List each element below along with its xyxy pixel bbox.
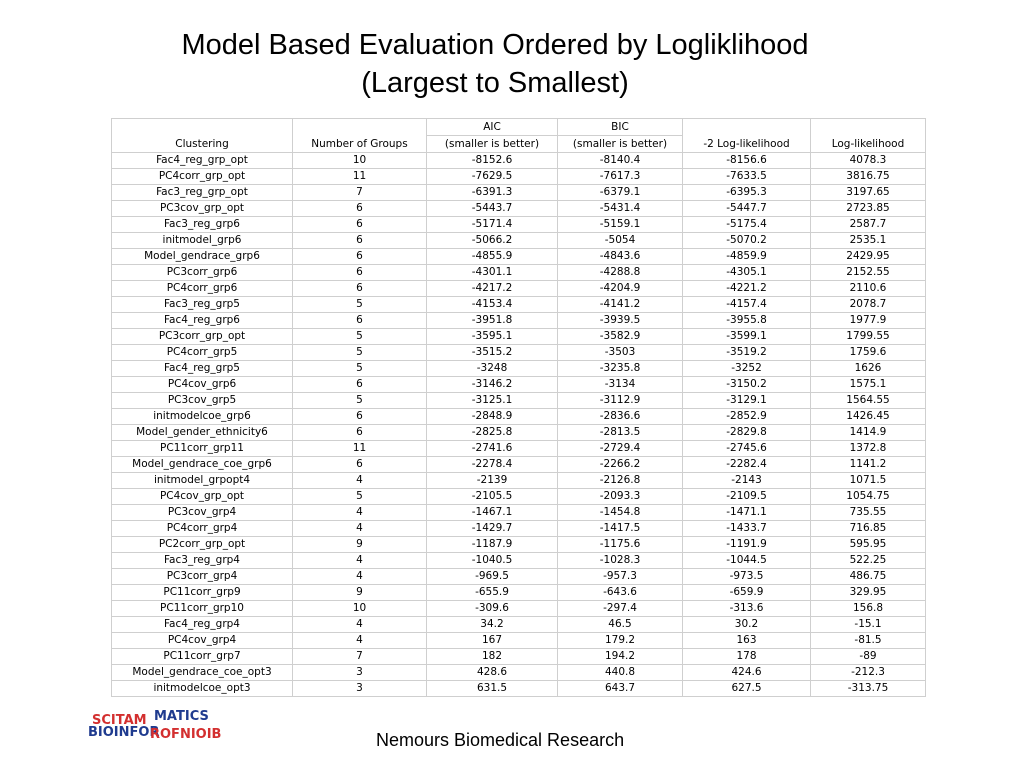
cell-clustering: Fac4_reg_grp6 [112, 313, 293, 329]
cell-ll: 329.95 [811, 585, 926, 601]
cell-bic: -4204.9 [558, 281, 683, 297]
table-row [112, 169, 926, 185]
header-bic-sub: (smaller is better) [558, 136, 683, 153]
cell-bic: -3582.9 [558, 329, 683, 345]
cell-neg2ll: 30.2 [683, 617, 811, 633]
cell-ll: 716.85 [811, 521, 926, 537]
cell-neg2ll: -1433.7 [683, 521, 811, 537]
cell-groups: 5 [293, 297, 427, 313]
cell-aic: 631.5 [427, 681, 558, 697]
table-row [112, 473, 926, 489]
cell-groups: 9 [293, 537, 427, 553]
cell-ll: 2535.1 [811, 233, 926, 249]
cell-aic: -3125.1 [427, 393, 558, 409]
cell-bic: 46.5 [558, 617, 683, 633]
cell-bic: -2093.3 [558, 489, 683, 505]
cell-clustering: PC11corr_grp10 [112, 601, 293, 617]
cell-groups: 4 [293, 617, 427, 633]
table-row [112, 377, 926, 393]
cell-ll: 3816.75 [811, 169, 926, 185]
table-row [112, 601, 926, 617]
cell-bic: 179.2 [558, 633, 683, 649]
cell-neg2ll: -3599.1 [683, 329, 811, 345]
cell-neg2ll: -4305.1 [683, 265, 811, 281]
cell-ll: 1799.55 [811, 329, 926, 345]
cell-clustering: PC3cov_grp5 [112, 393, 293, 409]
cell-bic: -1028.3 [558, 553, 683, 569]
cell-aic: -4217.2 [427, 281, 558, 297]
cell-ll: 1564.55 [811, 393, 926, 409]
cell-clustering: Fac4_reg_grp4 [112, 617, 293, 633]
cell-ll: 1759.6 [811, 345, 926, 361]
table-row [112, 585, 926, 601]
table-row [112, 329, 926, 345]
cell-ll: 1414.9 [811, 425, 926, 441]
cell-ll: 735.55 [811, 505, 926, 521]
cell-groups: 5 [293, 361, 427, 377]
cell-bic: -2836.6 [558, 409, 683, 425]
table-row [112, 537, 926, 553]
cell-neg2ll: -313.6 [683, 601, 811, 617]
table-row [112, 425, 926, 441]
cell-bic: -297.4 [558, 601, 683, 617]
cell-ll: 1626 [811, 361, 926, 377]
cell-groups: 3 [293, 681, 427, 697]
cell-bic: -643.6 [558, 585, 683, 601]
table-row [112, 185, 926, 201]
table-row [112, 393, 926, 409]
logo-text-bottom: BIOINFOR [88, 725, 160, 740]
cell-bic: 194.2 [558, 649, 683, 665]
table-row [112, 361, 926, 377]
cell-bic: -3112.9 [558, 393, 683, 409]
cell-bic: -2126.8 [558, 473, 683, 489]
cell-groups: 6 [293, 281, 427, 297]
cell-clustering: Fac4_reg_grp5 [112, 361, 293, 377]
table-row [112, 521, 926, 537]
cell-groups: 6 [293, 425, 427, 441]
cell-bic: -5431.4 [558, 201, 683, 217]
cell-aic: -6391.3 [427, 185, 558, 201]
table-row [112, 633, 926, 649]
cell-ll: -313.75 [811, 681, 926, 697]
cell-neg2ll: -3252 [683, 361, 811, 377]
footer-text: Nemours Biomedical Research [376, 730, 625, 750]
cell-neg2ll: -5070.2 [683, 233, 811, 249]
cell-bic: -1175.6 [558, 537, 683, 553]
cell-neg2ll: -4859.9 [683, 249, 811, 265]
cell-aic: -1467.1 [427, 505, 558, 521]
cell-groups: 6 [293, 217, 427, 233]
cell-neg2ll: -4157.4 [683, 297, 811, 313]
cell-neg2ll: -1471.1 [683, 505, 811, 521]
cell-aic: -2848.9 [427, 409, 558, 425]
table-row [112, 569, 926, 585]
cell-neg2ll: 178 [683, 649, 811, 665]
cell-ll: 156.8 [811, 601, 926, 617]
table-row [112, 649, 926, 665]
cell-clustering: Model_gendrace_grp6 [112, 249, 293, 265]
cell-neg2ll: 424.6 [683, 665, 811, 681]
bioinformatics-logo [84, 700, 224, 742]
cell-neg2ll: -3955.8 [683, 313, 811, 329]
table-row [112, 233, 926, 249]
cell-bic: -957.3 [558, 569, 683, 585]
cell-clustering: PC4cov_grp4 [112, 633, 293, 649]
cell-bic: -3235.8 [558, 361, 683, 377]
cell-neg2ll: -5175.4 [683, 217, 811, 233]
cell-bic: -2813.5 [558, 425, 683, 441]
table-row [112, 313, 926, 329]
cell-aic: -3951.8 [427, 313, 558, 329]
cell-ll: 1141.2 [811, 457, 926, 473]
cell-aic: -4855.9 [427, 249, 558, 265]
cell-bic: -8140.4 [558, 153, 683, 169]
cell-groups: 4 [293, 633, 427, 649]
cell-groups: 5 [293, 329, 427, 345]
cell-neg2ll: -2745.6 [683, 441, 811, 457]
cell-clustering: Model_gender_ethnicity6 [112, 425, 293, 441]
logo-text-mirror-left: SCITAM [92, 713, 147, 728]
cell-clustering: PC3cov_grp4 [112, 505, 293, 521]
cell-ll: 595.95 [811, 537, 926, 553]
cell-clustering: PC11corr_grp9 [112, 585, 293, 601]
cell-groups: 5 [293, 345, 427, 361]
logo-text-top: MATICS [154, 709, 209, 724]
table-row [112, 297, 926, 313]
cell-aic: -969.5 [427, 569, 558, 585]
cell-clustering: PC3corr_grp4 [112, 569, 293, 585]
cell-groups: 7 [293, 185, 427, 201]
cell-groups: 5 [293, 393, 427, 409]
cell-groups: 5 [293, 489, 427, 505]
cell-groups: 4 [293, 569, 427, 585]
cell-clustering: PC3cov_grp_opt [112, 201, 293, 217]
cell-ll: 1372.8 [811, 441, 926, 457]
cell-neg2ll: -2852.9 [683, 409, 811, 425]
header-neg2ll: -2 Log-likelihood [683, 119, 811, 153]
table-row [112, 665, 926, 681]
cell-clustering: Fac4_reg_grp_opt [112, 153, 293, 169]
cell-neg2ll: -3129.1 [683, 393, 811, 409]
cell-bic: -6379.1 [558, 185, 683, 201]
cell-ll: 486.75 [811, 569, 926, 585]
cell-neg2ll: -2829.8 [683, 425, 811, 441]
cell-bic: -3134 [558, 377, 683, 393]
logo-text-mirror-right: ROFNIOIB [150, 727, 222, 742]
table-row [112, 505, 926, 521]
cell-aic: -1040.5 [427, 553, 558, 569]
cell-clustering: Fac3_reg_grp6 [112, 217, 293, 233]
cell-groups: 4 [293, 505, 427, 521]
table-row [112, 489, 926, 505]
cell-groups: 4 [293, 473, 427, 489]
cell-neg2ll: -3150.2 [683, 377, 811, 393]
cell-neg2ll: -8156.6 [683, 153, 811, 169]
cell-bic: -2729.4 [558, 441, 683, 457]
cell-bic: -5159.1 [558, 217, 683, 233]
cell-bic: -2266.2 [558, 457, 683, 473]
cell-ll: 3197.65 [811, 185, 926, 201]
cell-ll: 1575.1 [811, 377, 926, 393]
cell-ll: 2078.7 [811, 297, 926, 313]
cell-ll: 522.25 [811, 553, 926, 569]
cell-clustering: Fac3_reg_grp4 [112, 553, 293, 569]
cell-aic: -4153.4 [427, 297, 558, 313]
cell-aic: -7629.5 [427, 169, 558, 185]
table-row [112, 217, 926, 233]
header-row-top [112, 119, 926, 136]
cell-clustering: PC3corr_grp_opt [112, 329, 293, 345]
cell-ll: 1426.45 [811, 409, 926, 425]
table-row [112, 441, 926, 457]
cell-aic: -2278.4 [427, 457, 558, 473]
cell-aic: -5443.7 [427, 201, 558, 217]
table-row [112, 281, 926, 297]
cell-aic: -1187.9 [427, 537, 558, 553]
cell-neg2ll: -1044.5 [683, 553, 811, 569]
cell-groups: 6 [293, 233, 427, 249]
table-row [112, 409, 926, 425]
cell-ll: 1977.9 [811, 313, 926, 329]
cell-groups: 4 [293, 521, 427, 537]
cell-neg2ll: -5447.7 [683, 201, 811, 217]
cell-ll: 1054.75 [811, 489, 926, 505]
cell-aic: -655.9 [427, 585, 558, 601]
cell-neg2ll: -2143 [683, 473, 811, 489]
cell-aic: -2139 [427, 473, 558, 489]
cell-bic: -4141.2 [558, 297, 683, 313]
cell-groups: 11 [293, 441, 427, 457]
title-line-2: (Largest to Smallest) [361, 67, 629, 99]
cell-clustering: PC4corr_grp6 [112, 281, 293, 297]
cell-clustering: initmodel_grpopt4 [112, 473, 293, 489]
slide-title [0, 26, 990, 102]
cell-groups: 4 [293, 553, 427, 569]
cell-ll: 1071.5 [811, 473, 926, 489]
cell-neg2ll: -1191.9 [683, 537, 811, 553]
cell-ll: 2587.7 [811, 217, 926, 233]
cell-groups: 11 [293, 169, 427, 185]
table-row [112, 617, 926, 633]
cell-bic: -5054 [558, 233, 683, 249]
cell-neg2ll: -2109.5 [683, 489, 811, 505]
cell-groups: 7 [293, 649, 427, 665]
cell-bic: -4843.6 [558, 249, 683, 265]
cell-groups: 6 [293, 249, 427, 265]
cell-clustering: initmodelcoe_opt3 [112, 681, 293, 697]
cell-ll: 2723.85 [811, 201, 926, 217]
cell-ll: 2152.55 [811, 265, 926, 281]
cell-bic: -7617.3 [558, 169, 683, 185]
table-row [112, 249, 926, 265]
cell-groups: 10 [293, 601, 427, 617]
cell-aic: -309.6 [427, 601, 558, 617]
table-row [112, 345, 926, 361]
cell-clustering: Model_gendrace_coe_opt3 [112, 665, 293, 681]
cell-bic: 643.7 [558, 681, 683, 697]
table-body [112, 153, 926, 697]
header-clustering: Clustering [112, 119, 293, 153]
cell-clustering: PC11corr_grp7 [112, 649, 293, 665]
cell-groups: 9 [293, 585, 427, 601]
cell-bic: -1454.8 [558, 505, 683, 521]
cell-aic: 182 [427, 649, 558, 665]
cell-clustering: Model_gendrace_coe_grp6 [112, 457, 293, 473]
cell-clustering: PC2corr_grp_opt [112, 537, 293, 553]
cell-groups: 6 [293, 201, 427, 217]
cell-aic: 167 [427, 633, 558, 649]
table-row [112, 457, 926, 473]
cell-aic: -3248 [427, 361, 558, 377]
cell-aic: 428.6 [427, 665, 558, 681]
table-row [112, 153, 926, 169]
cell-aic: -5066.2 [427, 233, 558, 249]
cell-neg2ll: -4221.2 [683, 281, 811, 297]
cell-groups: 3 [293, 665, 427, 681]
cell-bic: -3503 [558, 345, 683, 361]
cell-clustering: PC4corr_grp4 [112, 521, 293, 537]
cell-neg2ll: -2282.4 [683, 457, 811, 473]
cell-aic: -5171.4 [427, 217, 558, 233]
cell-bic: 440.8 [558, 665, 683, 681]
header-bic: BIC [558, 119, 683, 136]
cell-ll: 2110.6 [811, 281, 926, 297]
cell-aic: -1429.7 [427, 521, 558, 537]
cell-clustering: PC4cov_grp_opt [112, 489, 293, 505]
cell-aic: 34.2 [427, 617, 558, 633]
cell-clustering: PC4cov_grp6 [112, 377, 293, 393]
cell-aic: -2105.5 [427, 489, 558, 505]
cell-groups: 6 [293, 313, 427, 329]
cell-aic: -3146.2 [427, 377, 558, 393]
cell-clustering: initmodelcoe_grp6 [112, 409, 293, 425]
cell-aic: -3515.2 [427, 345, 558, 361]
cell-ll: 4078.3 [811, 153, 926, 169]
cell-clustering: PC11corr_grp11 [112, 441, 293, 457]
cell-aic: -2741.6 [427, 441, 558, 457]
table-row [112, 681, 926, 697]
cell-neg2ll: -973.5 [683, 569, 811, 585]
table-row [112, 265, 926, 281]
cell-clustering: PC4corr_grp5 [112, 345, 293, 361]
cell-bic: -4288.8 [558, 265, 683, 281]
cell-neg2ll: -6395.3 [683, 185, 811, 201]
cell-ll: -81.5 [811, 633, 926, 649]
table-row [112, 201, 926, 217]
cell-groups: 6 [293, 265, 427, 281]
cell-groups: 6 [293, 409, 427, 425]
header-ll: Log-likelihood [811, 119, 926, 153]
cell-clustering: initmodel_grp6 [112, 233, 293, 249]
cell-groups: 6 [293, 457, 427, 473]
header-aic-sub: (smaller is better) [427, 136, 558, 153]
cell-neg2ll: -7633.5 [683, 169, 811, 185]
header-aic: AIC [427, 119, 558, 136]
cell-ll: -15.1 [811, 617, 926, 633]
cell-aic: -8152.6 [427, 153, 558, 169]
cell-neg2ll: -659.9 [683, 585, 811, 601]
cell-ll: -89 [811, 649, 926, 665]
results-table [111, 118, 926, 697]
cell-bic: -3939.5 [558, 313, 683, 329]
cell-groups: 6 [293, 377, 427, 393]
cell-ll: -212.3 [811, 665, 926, 681]
cell-clustering: Fac3_reg_grp_opt [112, 185, 293, 201]
cell-clustering: Fac3_reg_grp5 [112, 297, 293, 313]
cell-neg2ll: 163 [683, 633, 811, 649]
cell-aic: -4301.1 [427, 265, 558, 281]
cell-neg2ll: -3519.2 [683, 345, 811, 361]
cell-groups: 10 [293, 153, 427, 169]
cell-aic: -3595.1 [427, 329, 558, 345]
cell-bic: -1417.5 [558, 521, 683, 537]
cell-ll: 2429.95 [811, 249, 926, 265]
cell-aic: -2825.8 [427, 425, 558, 441]
header-groups: Number of Groups [293, 119, 427, 153]
table-row [112, 553, 926, 569]
title-line-1: Model Based Evaluation Ordered by Logliklihood [181, 29, 809, 61]
cell-neg2ll: 627.5 [683, 681, 811, 697]
cell-clustering: PC4corr_grp_opt [112, 169, 293, 185]
cell-clustering: PC3corr_grp6 [112, 265, 293, 281]
